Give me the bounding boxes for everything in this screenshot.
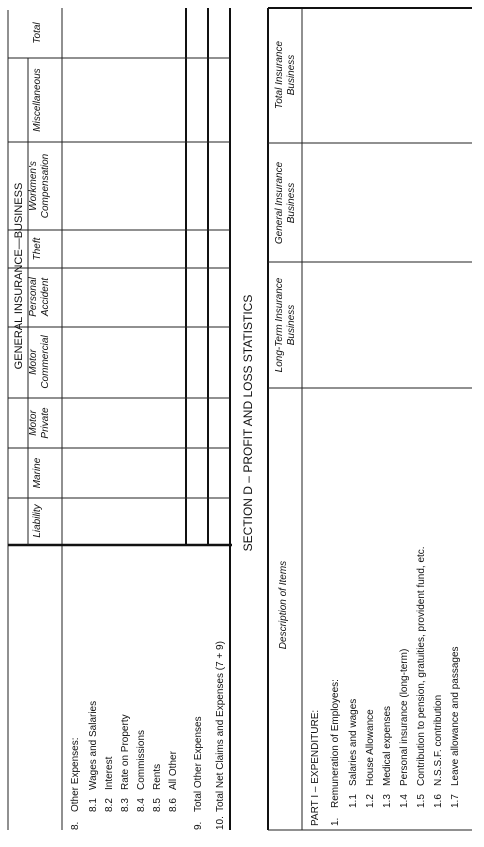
sub-item-label: Salaries and wages: [348, 698, 359, 786]
sub-item-number: 1.6: [433, 794, 444, 808]
row-number: 1.: [330, 817, 341, 826]
sub-item-label: House Allowance: [365, 709, 376, 786]
sub-item-label: Contribution to pension, gratuities, provident fund, etc.: [416, 546, 427, 786]
part-header: PART I – EXPENDITURE:: [310, 709, 321, 826]
sub-item-number: 8.2: [104, 798, 115, 812]
column-header: Total: [32, 22, 43, 44]
column-header: Liability: [32, 504, 43, 538]
sub-item-label: All Other: [168, 751, 179, 790]
sub-item-label: Personal insurance (long-term): [399, 648, 410, 786]
group-header: GENERAL INSURANCE—BUSINESS: [12, 182, 25, 370]
column-header-line1: Workmen's: [28, 161, 39, 211]
column-header-line1: Motor: [28, 349, 39, 375]
sub-item-number: 8.3: [120, 798, 131, 812]
sub-item-label: Interest: [104, 756, 115, 790]
column-header-line1: Long-Term Insurance: [274, 277, 285, 373]
row-number: 9.: [193, 821, 204, 830]
section-title: SECTION D – PROFIT AND LOSS STATISTICS: [241, 294, 256, 552]
sub-item-number: 1.7: [450, 794, 461, 808]
column-header-line2: Business: [286, 182, 297, 224]
sub-item-number: 8.4: [136, 798, 147, 812]
sub-item-number: 1.2: [365, 794, 376, 808]
column-header-line2: Private: [40, 407, 51, 439]
sub-item-label: N.S.S.F. contribution: [433, 694, 444, 786]
sub-item-label: Rate on Property: [120, 714, 131, 790]
sub-item-number: 1.1: [348, 794, 359, 808]
row-number: 8.: [70, 821, 81, 830]
column-header-line1: Motor: [28, 410, 39, 436]
row-label: Other Expenses:: [70, 737, 81, 812]
column-header-line1: Total Insurance: [274, 40, 285, 110]
column-header: Description of Items: [278, 560, 289, 650]
sub-item-label: Rents: [152, 763, 163, 790]
row-label: Total Other Expenses: [193, 716, 204, 812]
sub-item-number: 1.3: [382, 794, 393, 808]
column-header: Miscellaneous: [32, 68, 43, 132]
sub-item-label: Leave allowance and passages: [450, 646, 461, 786]
sub-item-label: Commissions: [136, 729, 147, 790]
column-header-line1: General Insurance: [274, 161, 285, 245]
column-header: Marine: [32, 457, 43, 489]
sub-item-label: Wages and Salaries: [88, 700, 99, 790]
column-header-line2: Business: [286, 304, 297, 346]
profit-and-loss-table: [268, 8, 472, 830]
sub-item-number: 8.6: [168, 798, 179, 812]
sub-item-number: 8.5: [152, 798, 163, 812]
sub-item-number: 1.5: [416, 794, 427, 808]
column-header-line2: Commercial: [40, 335, 51, 389]
sub-item-number: 1.4: [399, 794, 410, 808]
column-header-line2: Accident: [40, 277, 51, 317]
general-insurance-expense-table: [8, 8, 232, 830]
column-header-line1: Personal: [28, 277, 39, 317]
row-label: Remuneration of Employees:: [330, 679, 341, 808]
column-header-line2: Business: [286, 54, 297, 96]
row-number: 10.: [215, 816, 226, 830]
row-label: Total Net Claims and Expenses (7 + 9): [215, 641, 226, 812]
column-header-line2: Compensation: [40, 153, 51, 219]
column-header: Theft: [32, 237, 43, 261]
sub-item-number: 8.1: [88, 798, 99, 812]
sub-item-label: Medical expenses: [382, 705, 393, 786]
